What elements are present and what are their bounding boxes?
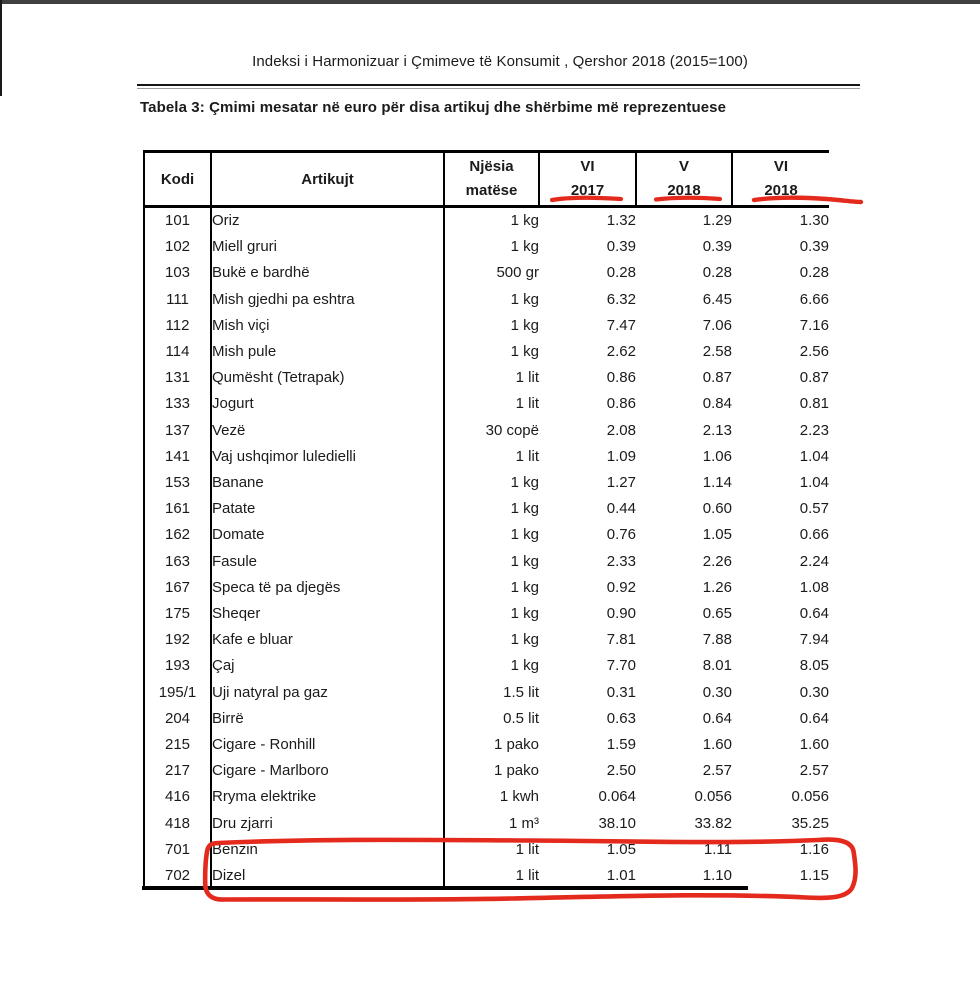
row-price-v2018: 33.82 — [694, 814, 732, 832]
row-price-vi2018: 0.30 — [799, 683, 829, 701]
table-row — [144, 444, 829, 470]
table-row — [144, 339, 829, 365]
row-article: Dru zjarri — [211, 811, 444, 837]
row-unit: 1 m³ — [509, 814, 539, 832]
col-header-v-2018 — [636, 152, 732, 207]
row-price-vi2017: 1.05 — [606, 840, 636, 858]
row-price-vi2017: 2.08 — [606, 421, 636, 439]
col-header-v-2018-month: V — [678, 158, 689, 175]
row-price-v2018: 1.26 — [702, 578, 732, 596]
row-article: Domate — [211, 522, 444, 548]
row-unit: 1 pako — [493, 762, 539, 780]
row-article: Uji natyral pa gaz — [211, 680, 444, 706]
row-code: 701 — [144, 837, 211, 863]
row-price-vi2018: 0.64 — [799, 605, 829, 623]
col-header-vi-2017 — [539, 152, 636, 207]
row-unit: 30 copë — [485, 421, 539, 439]
row-price-v2018: 0.64 — [702, 709, 732, 727]
row-code: 102 — [144, 234, 211, 260]
row-article: Miell gruri — [211, 234, 444, 260]
row-price-vi2017: 0.63 — [606, 709, 636, 727]
table-row — [144, 706, 829, 732]
table-row — [144, 260, 829, 286]
price-table-body — [144, 207, 829, 890]
row-code: 175 — [144, 601, 211, 627]
row-price-vi2017: 0.86 — [606, 395, 636, 413]
row-price-vi2017: 1.32 — [606, 212, 636, 229]
row-price-vi2018: 0.056 — [791, 788, 829, 806]
row-article: Birrë — [211, 706, 444, 732]
row-price-vi2017: 6.32 — [606, 290, 636, 308]
table-row — [144, 522, 829, 548]
header-row — [144, 152, 829, 207]
row-price-vi2018: 0.39 — [799, 238, 829, 256]
table-row — [144, 496, 829, 522]
table-row — [144, 234, 829, 260]
table-row — [144, 758, 829, 784]
row-price-vi2018: 1.08 — [799, 578, 829, 596]
row-price-v2018: 1.14 — [702, 474, 732, 492]
row-article: Oriz — [211, 207, 444, 235]
table-row — [144, 732, 829, 758]
row-price-v2018: 1.10 — [702, 867, 732, 885]
row-unit: 1 lit — [515, 447, 539, 465]
row-code: 217 — [144, 758, 211, 784]
row-price-v2018: 1.05 — [702, 526, 732, 544]
row-unit: 1 kg — [510, 343, 539, 361]
table-row — [144, 418, 829, 444]
row-unit: 0.5 lit — [503, 709, 539, 727]
row-price-vi2018: 0.81 — [799, 395, 829, 413]
row-article: Vaj ushqimor luledielli — [211, 444, 444, 470]
row-article: Cigare - Marlboro — [211, 758, 444, 784]
page-left-edge-mark — [0, 0, 2, 96]
row-code: 192 — [144, 627, 211, 653]
row-code: 195/1 — [144, 680, 211, 706]
table-row — [144, 784, 829, 810]
window-top-edge — [0, 0, 980, 4]
table-row — [144, 601, 829, 627]
row-unit: 1 kg — [510, 631, 539, 649]
row-article: Patate — [211, 496, 444, 522]
row-price-vi2017: 0.86 — [606, 369, 636, 387]
row-price-vi2018: 35.25 — [791, 814, 829, 832]
row-price-v2018: 2.58 — [702, 343, 732, 361]
row-unit: 1 kg — [510, 316, 539, 334]
row-code: 153 — [144, 470, 211, 496]
row-unit: 1 kg — [510, 500, 539, 518]
table-row — [144, 575, 829, 601]
row-article: Banane — [211, 470, 444, 496]
row-article: Mish viçi — [211, 313, 444, 339]
row-price-vi2017: 0.064 — [598, 788, 636, 806]
row-price-vi2017: 7.70 — [606, 657, 636, 675]
row-price-v2018: 0.65 — [702, 605, 732, 623]
row-code: 131 — [144, 365, 211, 391]
table-row — [144, 811, 829, 837]
row-price-vi2018: 0.28 — [799, 264, 829, 282]
row-price-vi2018: 1.16 — [799, 840, 829, 858]
row-price-vi2017: 1.27 — [606, 474, 636, 492]
row-article: Çaj — [211, 653, 444, 679]
row-price-vi2018: 1.30 — [799, 212, 829, 229]
col-header-artikujt: Artikujt — [211, 152, 444, 207]
row-unit: 1 pako — [493, 736, 539, 754]
row-price-vi2018: 0.57 — [799, 500, 829, 518]
row-unit: 1 lit — [515, 369, 539, 387]
row-article: Speca të pa djegës — [211, 575, 444, 601]
price-table — [143, 150, 829, 889]
row-price-vi2017: 0.31 — [606, 683, 636, 701]
row-article: Benzin — [211, 837, 444, 863]
row-article: Mish gjedhi pa eshtra — [211, 287, 444, 313]
row-code: 163 — [144, 549, 211, 575]
row-price-v2018: 0.60 — [702, 500, 732, 518]
table-row — [144, 287, 829, 313]
row-unit: 1 kg — [510, 290, 539, 308]
row-unit: 1 kg — [510, 526, 539, 544]
col-header-vi-2018-year: 2018 — [764, 182, 798, 199]
row-price-vi2018: 7.16 — [799, 316, 829, 334]
row-price-vi2018: 1.04 — [799, 474, 829, 492]
row-price-v2018: 0.30 — [702, 683, 732, 701]
row-article: Vezë — [211, 418, 444, 444]
col-header-vi-2017-month: VI — [580, 158, 595, 175]
row-price-vi2017: 1.09 — [606, 447, 636, 465]
row-price-vi2018: 6.66 — [799, 290, 829, 308]
row-price-vi2018: 1.04 — [799, 447, 829, 465]
row-price-vi2017: 1.01 — [606, 867, 636, 885]
table-row — [144, 365, 829, 391]
col-header-vi-2018-month: VI — [773, 158, 789, 175]
row-price-vi2018: 2.56 — [799, 343, 829, 361]
row-code: 702 — [144, 863, 211, 889]
row-article: Rryma elektrike — [211, 784, 444, 810]
row-code: 162 — [144, 522, 211, 548]
row-price-v2018: 0.28 — [702, 264, 732, 282]
table-row — [144, 837, 829, 863]
row-code: 193 — [144, 653, 211, 679]
row-code: 141 — [144, 444, 211, 470]
row-price-vi2018: 1.15 — [799, 867, 829, 885]
row-article: Jogurt — [211, 391, 444, 417]
row-code: 114 — [144, 339, 211, 365]
row-price-vi2018: 2.24 — [799, 552, 829, 570]
row-unit: 1 kg — [510, 474, 539, 492]
col-header-vi-2017-year: 2017 — [570, 182, 605, 199]
row-price-v2018: 2.57 — [702, 762, 732, 780]
row-price-vi2018: 0.64 — [799, 709, 829, 727]
row-price-v2018: 1.11 — [703, 840, 732, 858]
row-price-v2018: 0.87 — [702, 369, 732, 387]
header-rule-shadow — [137, 88, 860, 89]
row-unit: 1 kg — [510, 578, 539, 596]
row-unit: 1 kg — [510, 552, 539, 570]
header-rule — [137, 84, 860, 86]
row-code: 204 — [144, 706, 211, 732]
row-code: 137 — [144, 418, 211, 444]
row-unit: 1.5 lit — [503, 683, 539, 701]
row-price-v2018: 7.88 — [702, 631, 732, 649]
row-price-v2018: 1.29 — [702, 212, 732, 229]
row-price-vi2017: 0.90 — [606, 605, 636, 623]
row-price-vi2017: 2.50 — [606, 762, 636, 780]
row-article: Bukë e bardhë — [211, 260, 444, 286]
document-header: Indeksi i Harmonizuar i Çmimeve të Konsumit , Qershor 2018 (2015=100) — [252, 53, 748, 70]
row-unit: 1 lit — [515, 395, 539, 413]
row-price-vi2017: 2.62 — [606, 343, 636, 361]
row-price-vi2018: 2.23 — [799, 421, 829, 439]
row-article: Dizel — [211, 863, 444, 889]
row-article: Fasule — [211, 549, 444, 575]
table-row — [144, 627, 829, 653]
row-price-vi2018: 8.05 — [799, 657, 829, 675]
row-price-v2018: 0.056 — [694, 788, 732, 806]
price-table-header — [144, 152, 829, 207]
row-article: Qumësht (Tetrapak) — [211, 365, 444, 391]
row-price-vi2018: 0.87 — [799, 369, 829, 387]
row-code: 133 — [144, 391, 211, 417]
row-code: 215 — [144, 732, 211, 758]
col-header-kodi: Kodi — [144, 152, 211, 207]
col-header-njesia-line1: Njësia — [469, 158, 514, 175]
row-article: Cigare - Ronhill — [211, 732, 444, 758]
row-price-vi2017: 38.10 — [598, 814, 636, 832]
row-price-v2018: 0.39 — [702, 238, 732, 256]
row-article: Kafe e bluar — [211, 627, 444, 653]
row-price-vi2017: 0.44 — [606, 500, 636, 518]
row-code: 103 — [144, 260, 211, 286]
col-header-njesia-line2: matëse — [465, 182, 518, 199]
row-unit: 1 kg — [510, 657, 539, 675]
row-code: 112 — [144, 313, 211, 339]
row-price-vi2018: 7.94 — [799, 631, 829, 649]
table-title: Tabela 3: Çmimi mesatar në euro për disa artikuj dhe shërbime më reprezentuese — [140, 99, 727, 116]
row-price-v2018: 0.84 — [702, 395, 732, 413]
table-row — [144, 313, 829, 339]
row-price-v2018: 7.06 — [702, 316, 732, 334]
row-price-vi2017: 7.81 — [606, 631, 636, 649]
row-price-vi2018: 1.60 — [799, 736, 829, 754]
row-code: 111 — [144, 287, 211, 313]
row-code: 161 — [144, 496, 211, 522]
row-price-vi2017: 0.76 — [606, 526, 636, 544]
row-price-vi2017: 7.47 — [606, 316, 636, 334]
row-code: 101 — [144, 207, 211, 235]
col-header-njesia-matese — [444, 152, 539, 207]
row-code: 418 — [144, 811, 211, 837]
row-price-v2018: 6.45 — [702, 290, 732, 308]
row-price-vi2017: 2.33 — [606, 552, 636, 570]
row-unit: 1 kg — [510, 605, 539, 623]
table-row — [144, 207, 829, 235]
row-price-v2018: 2.13 — [702, 421, 732, 439]
table-row — [144, 549, 829, 575]
table-row — [144, 653, 829, 679]
row-unit: 500 gr — [496, 264, 539, 282]
row-unit: 1 kg — [510, 212, 539, 229]
row-price-v2018: 8.01 — [702, 657, 732, 675]
row-unit: 1 kg — [510, 238, 539, 256]
col-header-vi-2018 — [732, 152, 829, 207]
table-bottom-border — [142, 886, 748, 890]
row-price-v2018: 1.06 — [702, 447, 732, 465]
row-unit: 1 lit — [515, 867, 539, 885]
row-price-vi2018: 2.57 — [799, 762, 829, 780]
row-article: Mish pule — [211, 339, 444, 365]
row-price-v2018: 2.26 — [702, 552, 732, 570]
table-row — [144, 470, 829, 496]
row-unit: 1 kwh — [499, 788, 539, 806]
row-price-vi2017: 0.92 — [606, 578, 636, 596]
row-price-vi2017: 0.28 — [606, 264, 636, 282]
row-price-vi2017: 0.39 — [606, 238, 636, 256]
table-row — [144, 680, 829, 706]
row-article: Sheqer — [211, 601, 444, 627]
row-code: 167 — [144, 575, 211, 601]
row-price-v2018: 1.60 — [702, 736, 732, 754]
col-header-v-2018-year: 2018 — [667, 182, 701, 199]
row-unit: 1 lit — [515, 840, 539, 858]
row-price-vi2018: 0.66 — [799, 526, 829, 544]
row-code: 416 — [144, 784, 211, 810]
row-price-vi2017: 1.59 — [606, 736, 636, 754]
table-row — [144, 391, 829, 417]
